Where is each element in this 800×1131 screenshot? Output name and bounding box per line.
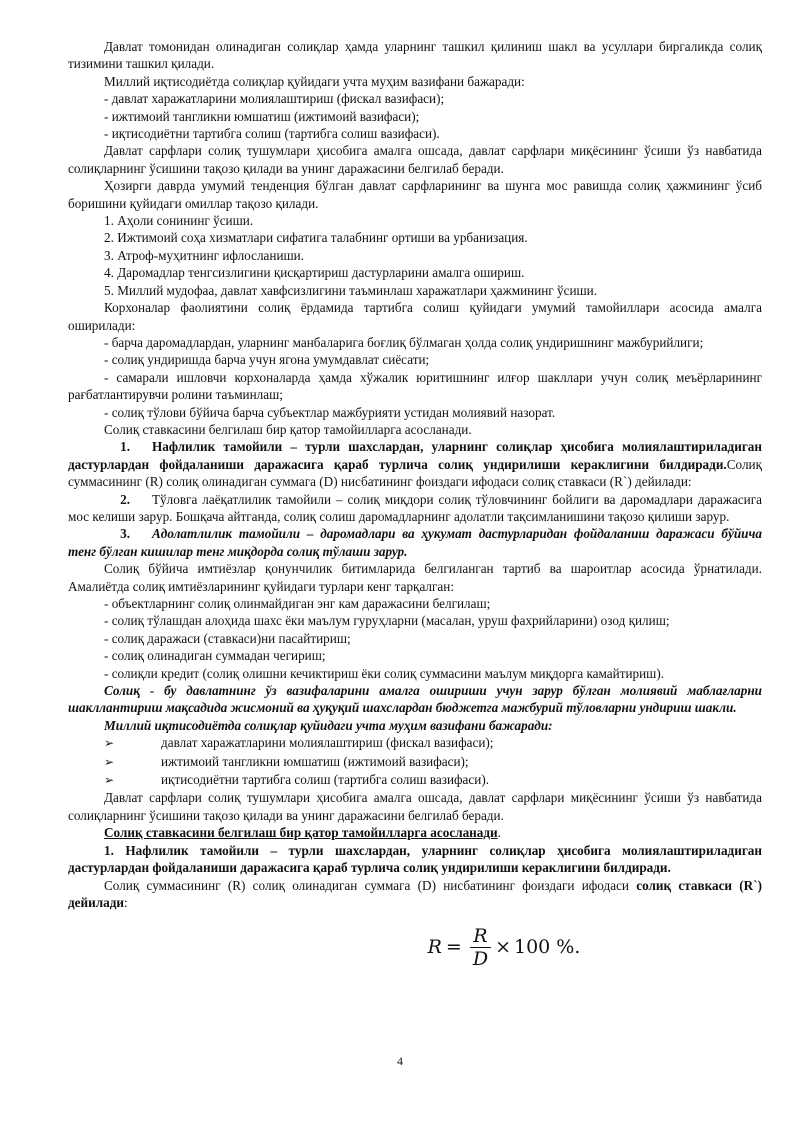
formula-times: × xyxy=(495,936,511,959)
list-item: 3. Атроф-муҳитнинг ифлосланиши. xyxy=(104,247,305,263)
list-item-text: ижтимоий тангликни юмшатиш (ижтимоий вазифаси); xyxy=(161,753,469,769)
paragraph xyxy=(68,824,762,841)
list-item: - солиқ ундиришда барча учун ягона умумдавлат сиёсати; xyxy=(104,352,430,368)
paragraph: Солиқ бўйича имтиёзлар қонунчилик битимларида белгиланган тартиб ва шароитлар асосида ўрнатилади. Амалиётда солиқ имтиёзларининг қуйидаги турлари кенг тарқалган: xyxy=(68,561,762,594)
principle-text: Солиқ суммасининг (R) солиқ олинадиган суммага (D) нисбатининг фоиздаги ифодаси солиқ ставкаси (R`) дейилади: xyxy=(68,456,762,490)
principle-number: 2. xyxy=(120,491,130,507)
term: солиқ ставкаси (R`) дейилади xyxy=(68,877,762,910)
formula-rhs: 100 %. xyxy=(513,936,581,959)
arrow-bullet-icon: ➢ xyxy=(104,736,115,751)
formula-numerator: R xyxy=(470,925,490,948)
paragraph: Давлат сарфлари солиқ тушумлари ҳисобига амалга ошсада, давлат сарфлари миқёсининг ўсиши ўз навбатида солиқларнинг ўсишини тақозо қилади ва унинг даражасини белгилаб беради. xyxy=(68,143,762,176)
list-item-text: давлат харажатларини молиялаштириш (фискал вазифаси); xyxy=(161,735,494,751)
principle-number: 1. xyxy=(120,439,130,455)
list-item: - солиқ олинадиган суммадан чегириш; xyxy=(104,648,326,664)
list-item: - объектларнинг солиқ олинмайдиган энг кам даражасини белгилаш; xyxy=(104,596,491,611)
list-item: 5. Миллий мудофаа, давлат хавфсизлигини таъминлаш харажатлари ҳажмининг ўсиши. xyxy=(104,282,598,298)
list-item xyxy=(68,753,762,771)
principle-title: 1. Нафлилик тамойили – турли шахслардан, уларнинг солиқлар ҳисобига молиялаштириладиган дастурлардан фойдаланиши даражасига қараб турлича солиқ ундирилиши кераклигини билдиради. xyxy=(68,842,762,876)
principle-1 xyxy=(68,438,762,490)
principle-2 xyxy=(68,491,762,526)
document-page xyxy=(68,38,762,970)
list-item: - ижтимоий тангликни юмшатиш (ижтимоий вазифаси); xyxy=(104,108,420,124)
paragraph: Миллий иқтисодиётда солиқлар қуйидаги учта муҳим вазифани бажаради: xyxy=(104,73,525,89)
tax-rate-formula xyxy=(246,925,762,970)
list-item: - солиқли кредит (солиқ олишни кечиктириш ёки солиқ суммасини маълум миқдорга камайтириш). xyxy=(104,665,665,681)
list-item: - давлат харажатларини молиялаштириш (фискал вазифаси); xyxy=(104,91,445,107)
list-item: - солиқ тўлови бўйича барча субъектлар мажбурияти устидан молиявий назорат. xyxy=(104,404,556,420)
text: Солиқ суммасининг (R) солиқ олинадиган суммага (D) нисбатининг фоиздаги ифодаси xyxy=(104,877,637,893)
paragraph xyxy=(68,877,762,912)
principle-text: Тўловга лаёқатлилик тамойили – солиқ миқдори солиқ тўловчининг бойлиги ва даромадлари даражасига мос келиши зарур. Бошқача айтганда, солиқ солиш даромадларнинг адолатли тақсимланишини тақозо қилиши зарур. xyxy=(68,491,762,524)
list-item xyxy=(68,771,762,789)
list-item: 2. Ижтимоий соҳа хизматлари сифатига талабнинг ортиши ва урбанизация. xyxy=(104,230,528,246)
principle-number: 3. xyxy=(120,526,130,542)
list-item: - солиқ тўлашдан алоҳида шахс ёки маълум гуруҳларни (масалан, уруш фахрийларини) озод қилиш; xyxy=(104,613,670,629)
formula-equals: = xyxy=(445,936,462,959)
principle-title: Нафлилик тамойили – турли шахслардан, уларнинг солиқлар ҳисобига молиялаштириладиган дастурлардан фойдаланиши даражасига қараб турлича солиқ ундирилиши кераклигини билдиради. xyxy=(68,439,762,472)
punctuation: . xyxy=(497,825,501,841)
arrow-bullet-icon: ➢ xyxy=(104,773,115,788)
paragraph: Корхоналар фаолиятини солиқ ёрдамида тартибга солиш қуйидаги умумий тамойиллари асосида амалга оширилади: xyxy=(68,300,762,333)
list-item: - барча даромадлардан, уларнинг манбаларига боғлиқ бўлмаган ҳолда солиқ ундиришнинг мажбурийлиги; xyxy=(104,334,704,350)
list-item xyxy=(68,734,762,752)
paragraph: Миллий иқтисодиётда солиқлар қуйидаги учта муҳим вазифани бажаради: xyxy=(104,717,553,733)
list-item: 1. Аҳоли сонининг ўсиши. xyxy=(104,213,254,229)
arrow-bullet-icon: ➢ xyxy=(104,754,115,769)
list-item: - солиқ даражаси (ставкаси)ни пасайтириш; xyxy=(104,630,351,646)
formula-lhs: R xyxy=(427,936,442,959)
list-item: 4. Даромадлар тенгсизлигини қисқартириш дастурларини амалга ошириш. xyxy=(104,265,525,281)
formula-denominator: D xyxy=(472,948,489,971)
list-item-text: иқтисодиётни тартибга солиш (тартибга солиш вазифаси). xyxy=(161,772,490,788)
tax-definition: Солиқ - бу давлатнинг ўз вазифаларини амалга ошириши учун зарур бўлган молиявий маблағларни шакллантириш мақсадида жисмоний ва ҳуқуқий шахслардан бюджетга мажбурий тўловларни ундириш шакли. xyxy=(68,683,762,716)
page-number: 4 xyxy=(397,1054,403,1068)
list-item: - иқтисодиётни тартибга солиш (тартибга солиш вазифаси). xyxy=(104,126,440,142)
principle-3 xyxy=(68,525,762,560)
list-item: - самарали ишловчи корхоналарда ҳамда хўжалик юритишнинг илғор шакллари учун солиқ меъёрларининг рағбатлантирувчи ролини таъминлаш; xyxy=(68,369,762,403)
paragraph: Ҳозирги даврда умумий тенденция бўлган давлат сарфларининг ва шунга мос равишда солиқ ҳажмининг ўсиб боришини қуйидаги омиллар тақозо қилади. xyxy=(68,178,762,211)
paragraph: Давлат сарфлари солиқ тушумлари ҳисобига амалга ошсада, давлат сарфлари миқёсининг ўсиши ўз навбатида солиқларнинг ўсишини тақозо қилади ва унинг даражасини белгилаб беради. xyxy=(68,790,762,823)
paragraph: Давлат томонидан олинадиган солиқлар ҳамда уларнинг ташкил қилиниш шакл ва усуллари биргаликда солиқ тизимини ташкил қилади. xyxy=(68,39,762,72)
underlined-heading: Солиқ ставкасини белгилаш бир қатор тамойилларга асосланади xyxy=(104,825,498,841)
principle-text: Адолатлилик тамойили – даромадлари ва ҳукумат дастурларидан фойдаланиш даражаси бўйича тенг бўлган кишилар тенг миқдорда солиқ тўлаши зарур. xyxy=(68,526,762,559)
paragraph xyxy=(68,842,762,877)
punctuation: : xyxy=(123,894,128,910)
paragraph: Солиқ ставкасини белгилаш бир қатор тамойилларга асосланади. xyxy=(104,421,472,437)
formula-fraction xyxy=(470,925,491,970)
